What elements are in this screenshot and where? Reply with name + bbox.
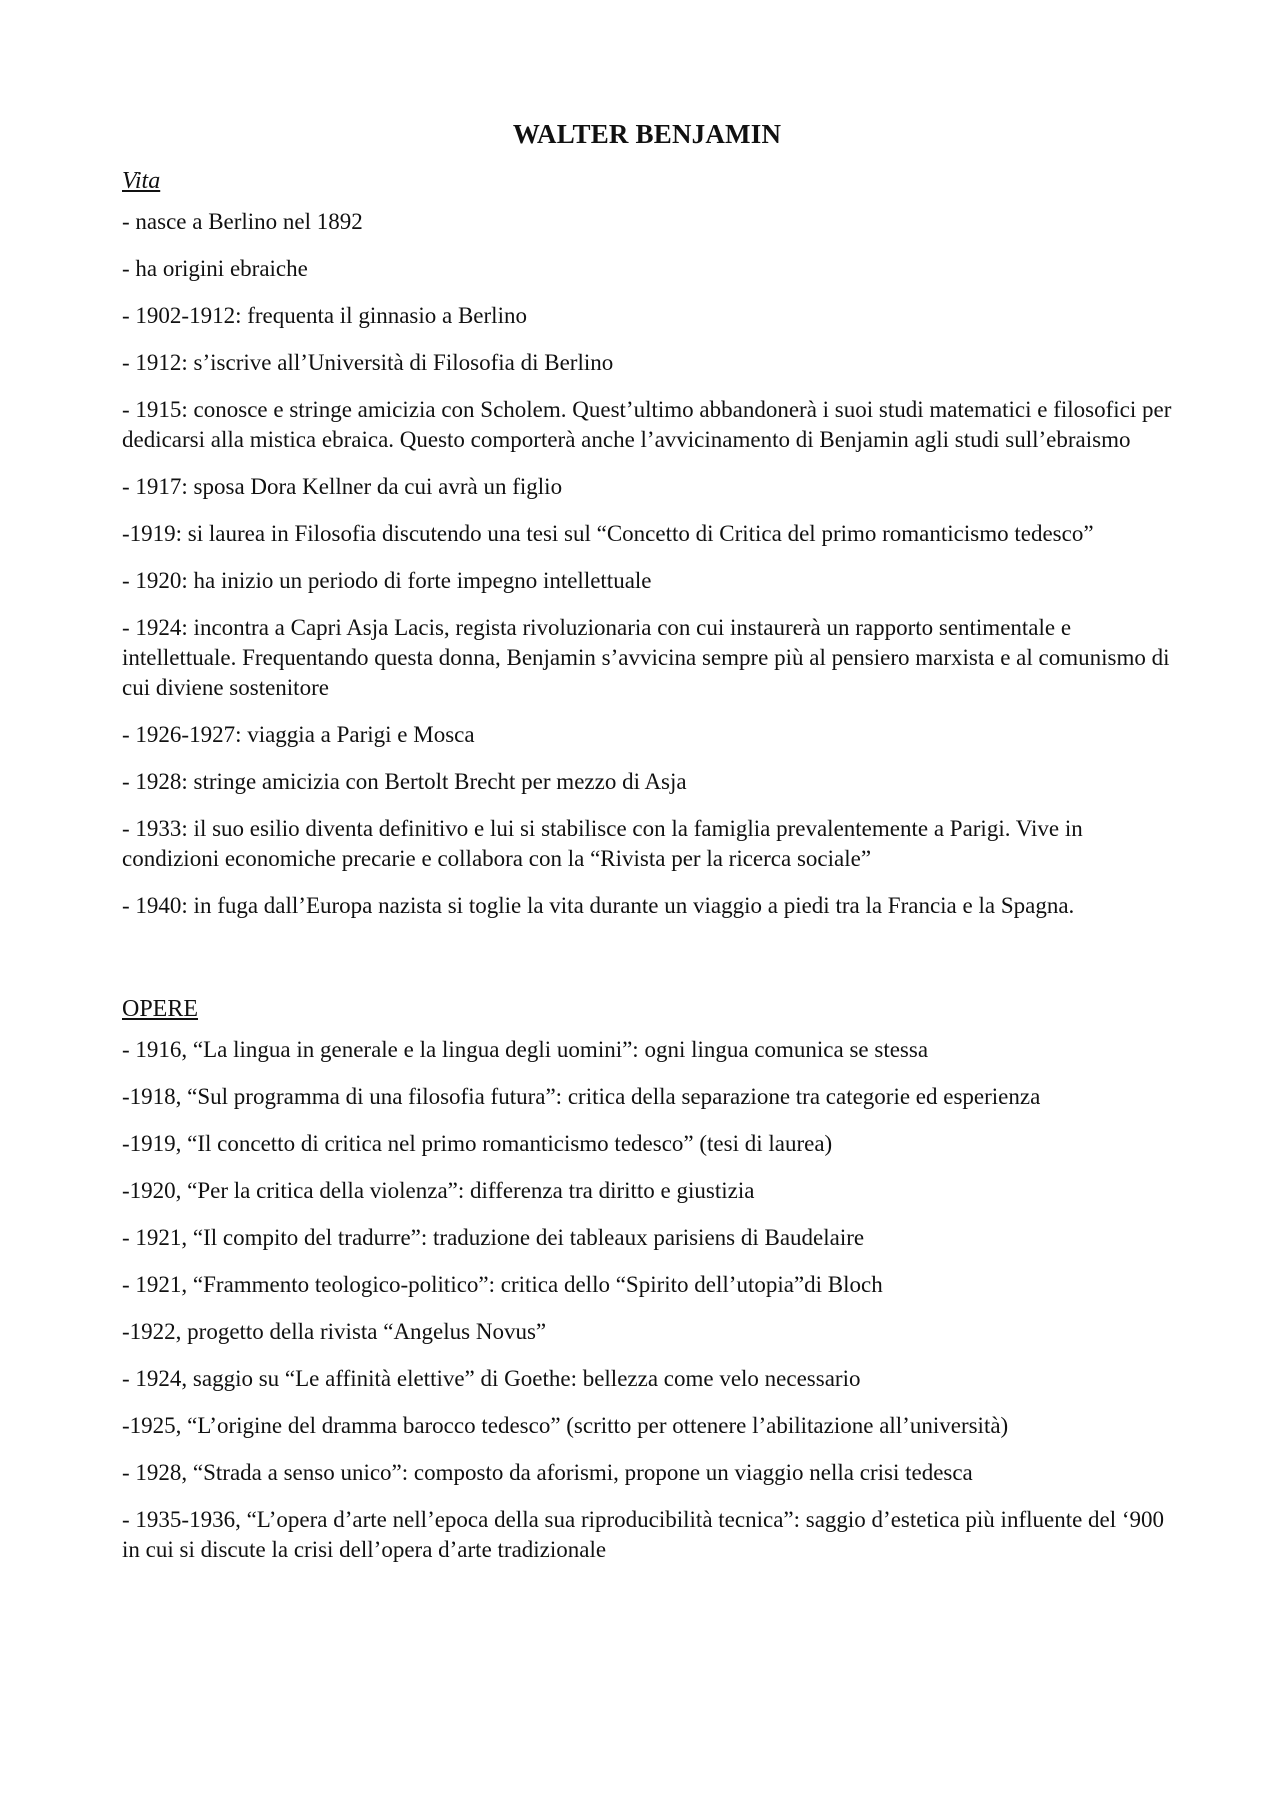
section-heading-vita: Vita (122, 168, 161, 194)
list-item: - 1935-1936, “L’opera d’arte nell’epoca della sua riproducibilità tecnica”: saggio d’estetica più influente del ‘900 in cui si discute la crisi dell’opera d’arte tradizionale (122, 1507, 1165, 1562)
list-item: - 1940: in fuga dall’Europa nazista si toglie la vita durante un viaggio a piedi tra la Francia e la Spagna. (122, 893, 1075, 918)
list-item: -1919, “Il concetto di critica nel primo romanticismo tedesco” (tesi di laurea) (122, 1131, 833, 1156)
section-opere (122, 994, 1172, 1565)
list-item: -1918, “Sul programma di una filosofia futura”: critica della separazione tra categorie ed esperienza (122, 1084, 1041, 1109)
list-item: - 1916, “La lingua in generale e la lingua degli uomini”: ogni lingua comunica se stessa (122, 1037, 929, 1062)
document-page (122, 118, 1172, 1582)
list-item: - 1933: il suo esilio diventa definitivo e lui si stabilisce con la famiglia prevalentemente a Parigi. Vive in condizioni economiche precarie e collabora con la “Rivista per la ricerca sociale” (122, 816, 1083, 871)
list-item: - 1921, “Il compito del tradurre”: traduzione dei tableaux parisiens di Baudelaire (122, 1225, 865, 1250)
list-item: - 1928: stringe amicizia con Bertolt Brecht per mezzo di Asja (122, 769, 687, 794)
list-item: -1919: si laurea in Filosofia discutendo una tesi sul “Concetto di Critica del primo romanticismo tedesco” (122, 521, 1094, 546)
list-item: - 1926-1927: viaggia a Parigi e Mosca (122, 722, 475, 747)
document-title: WALTER BENJAMIN (512, 119, 782, 149)
list-item: - nasce a Berlino nel 1892 (122, 209, 363, 234)
list-item: -1925, “L’origine del dramma barocco tedesco” (scritto per ottenere l’abilitazione all’università) (122, 1413, 1009, 1438)
list-item: -1920, “Per la critica della violenza”: differenza tra diritto e giustizia (122, 1178, 755, 1203)
list-item: - 1917: sposa Dora Kellner da cui avrà un figlio (122, 474, 563, 499)
list-item: - 1902-1912: frequenta il ginnasio a Berlino (122, 303, 527, 328)
list-item: - 1924: incontra a Capri Asja Lacis, regista rivoluzionaria con cui instaurerà un rapporto sentimentale e intellettuale. Frequentando questa donna, Benjamin s’avvicina sempre più al pensiero marxista e al comunismo di cui diviene sostenitore (122, 615, 1170, 700)
list-item: -1922, progetto della rivista “Angelus Novus” (122, 1319, 547, 1344)
list-item: - 1920: ha inizio un periodo di forte impegno intellettuale (122, 568, 652, 593)
list-item: - ha origini ebraiche (122, 256, 308, 281)
section-spacer (122, 938, 1172, 994)
list-item: - 1912: s’iscrive all’Università di Filosofia di Berlino (122, 350, 614, 375)
section-heading-opere: OPERE (122, 996, 199, 1022)
list-item: - 1924, saggio su “Le affinità elettive” di Goethe: bellezza come velo necessario (122, 1366, 861, 1391)
list-item: - 1915: conosce e stringe amicizia con Scholem. Quest’ultimo abbandonerà i suoi studi matematici e filosofici per dedicarsi alla mistica ebraica. Questo comporterà anche l’avvicinamento di Benjamin agli studi sull’ebraismo (122, 397, 1172, 452)
list-item: - 1928, “Strada a senso unico”: composto da aforismi, propone un viaggio nella crisi tedesca (122, 1460, 973, 1485)
section-vita (122, 166, 1172, 921)
list-item: - 1921, “Frammento teologico-politico”: critica dello “Spirito dell’utopia”di Bloch (122, 1272, 883, 1297)
